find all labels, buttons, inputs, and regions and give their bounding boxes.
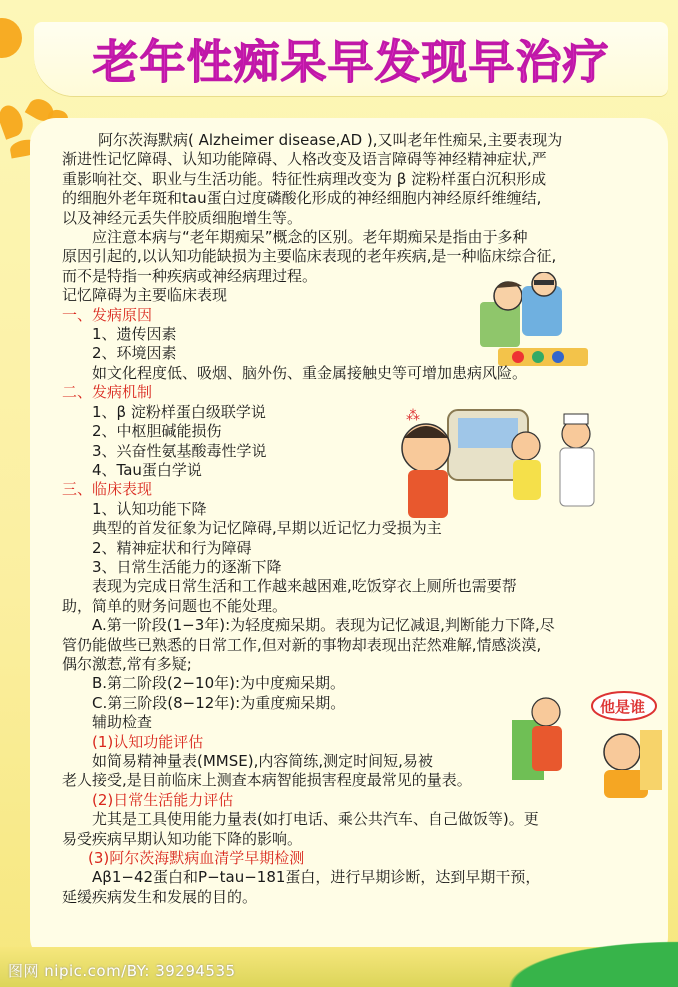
stage-c-line: C.第三阶段(8−12年):为重度痴呆期。 bbox=[92, 693, 346, 712]
mechanism-item: 1、β 淀粉样蛋白级联学说 bbox=[92, 402, 266, 421]
section-heading-mechanism: 二、发病机制 bbox=[62, 383, 153, 402]
section-heading-clinical: 三、临床表现 bbox=[62, 480, 153, 499]
cognitive-line: 老人接受,是目前临床上测查本病智能损害程度最常见的量表。 bbox=[62, 771, 472, 790]
intro-line: 的细胞外老年斑和tau蛋白过度磷酸化形成的神经细胞内神经原纤维缠结, bbox=[62, 189, 542, 208]
clinical-item: 2、精神症状和行为障碍 bbox=[92, 538, 252, 557]
page-title: 老年性痴呆早发现早治疗 bbox=[92, 35, 610, 89]
difference-line: 而不是特指一种疾病或神经病理过程。 bbox=[62, 266, 318, 285]
intro-line: 以及神经元丢失伴胶质细胞增生等。 bbox=[62, 208, 303, 227]
memory-main-line: 记忆障碍为主要临床表现 bbox=[62, 286, 228, 305]
daily-ability-line: 尤其是工具使用能力量表(如打电话、乘公共汽车、自己做饭等)。更 bbox=[92, 810, 539, 829]
stage-a-line: 偶尔激惹,常有多疑; bbox=[62, 654, 192, 673]
watermark: 图网 nipic.com/BY: 39294535 bbox=[8, 962, 236, 980]
clinical-item: 3、日常生活能力的逐渐下降 bbox=[92, 557, 282, 576]
stage-a-line: A.第一阶段(1−3年):为轻度痴呆期。表现为记忆减退,判断能力下降,尽 bbox=[92, 616, 555, 635]
difference-line: 原因引起的,以认知功能缺损为主要临床表现的老年疾病,是一种临床综合征, bbox=[62, 247, 557, 266]
daily-ability-line: 易受疾病早期认知功能下降的影响。 bbox=[62, 829, 303, 848]
cognitive-line: 如简易精神量表(MMSE),内容简练,测定时间短,易被 bbox=[92, 752, 433, 770]
daily-life-line: 表现为完成日常生活和工作越来越困难,吃饭穿衣上厕所也需要帮 bbox=[92, 577, 517, 596]
mechanism-item: 3、兴奋性氨基酸毒性学说 bbox=[92, 441, 267, 460]
serum-line: Aβ1−42蛋白和P−tau−181蛋白，进行早期诊断，达到早期干预， bbox=[92, 868, 541, 887]
cause-item: 1、遗传因素 bbox=[92, 325, 177, 344]
mechanism-item: 2、中枢胆碱能损伤 bbox=[92, 422, 222, 441]
intro-line: 重影响社交、职业与生活功能。特征性病理改变为 β 淀粉样蛋白沉积形成 bbox=[62, 169, 547, 188]
mechanism-item: 4、Tau蛋白学说 bbox=[92, 460, 202, 479]
stage-a-line: 管仍能做些已熟悉的日常工作,但对新的事物却表现出茫然难解,情感淡漠, bbox=[62, 635, 542, 654]
difference-line: 应注意本病与“老年期痴呆”概念的区别。老年期痴呆是指由于多种 bbox=[92, 228, 528, 247]
green-hill-decoration bbox=[418, 917, 678, 987]
sub-heading-cognitive: (1)认知功能评估 bbox=[92, 732, 204, 751]
clinical-note: 典型的首发征象为记忆障碍,早期以近记忆力受损为主 bbox=[92, 519, 442, 538]
speech-bubble-text: 他是谁 bbox=[600, 698, 646, 716]
svg-text:⁂: ⁂ bbox=[406, 408, 420, 424]
stage-b-line: B.第二阶段(2−10年):为中度痴呆期。 bbox=[92, 674, 346, 693]
serum-line: 延缓疾病发生和发展的目的。 bbox=[62, 887, 258, 906]
clinical-item: 1、认知功能下降 bbox=[92, 499, 207, 518]
article-body bbox=[62, 131, 660, 907]
daily-life-line: 助，简单的财务问题也不能处理。 bbox=[62, 596, 288, 615]
section-heading-causes: 一、发病原因 bbox=[62, 305, 153, 324]
sub-heading-serum: (3)阿尔茨海默病血清学早期检测 bbox=[88, 849, 305, 868]
intro-line: 阿尔茨海默病( Alzheimer disease,AD ),又叫老年性痴呆,主要表现为 bbox=[98, 131, 563, 149]
intro-line: 渐进性记忆障碍、认知功能障碍、人格改变及语言障碍等神经精神症状,严 bbox=[62, 150, 547, 169]
cause-item: 2、环境因素 bbox=[92, 344, 177, 363]
sub-heading-daily: (2)日常生活能力评估 bbox=[92, 790, 234, 809]
cause-note: 如文化程度低、吸烟、脑外伤、重金属接触史等可增加患病风险。 bbox=[92, 363, 528, 382]
aux-exam-heading: 辅助检查 bbox=[92, 713, 153, 732]
